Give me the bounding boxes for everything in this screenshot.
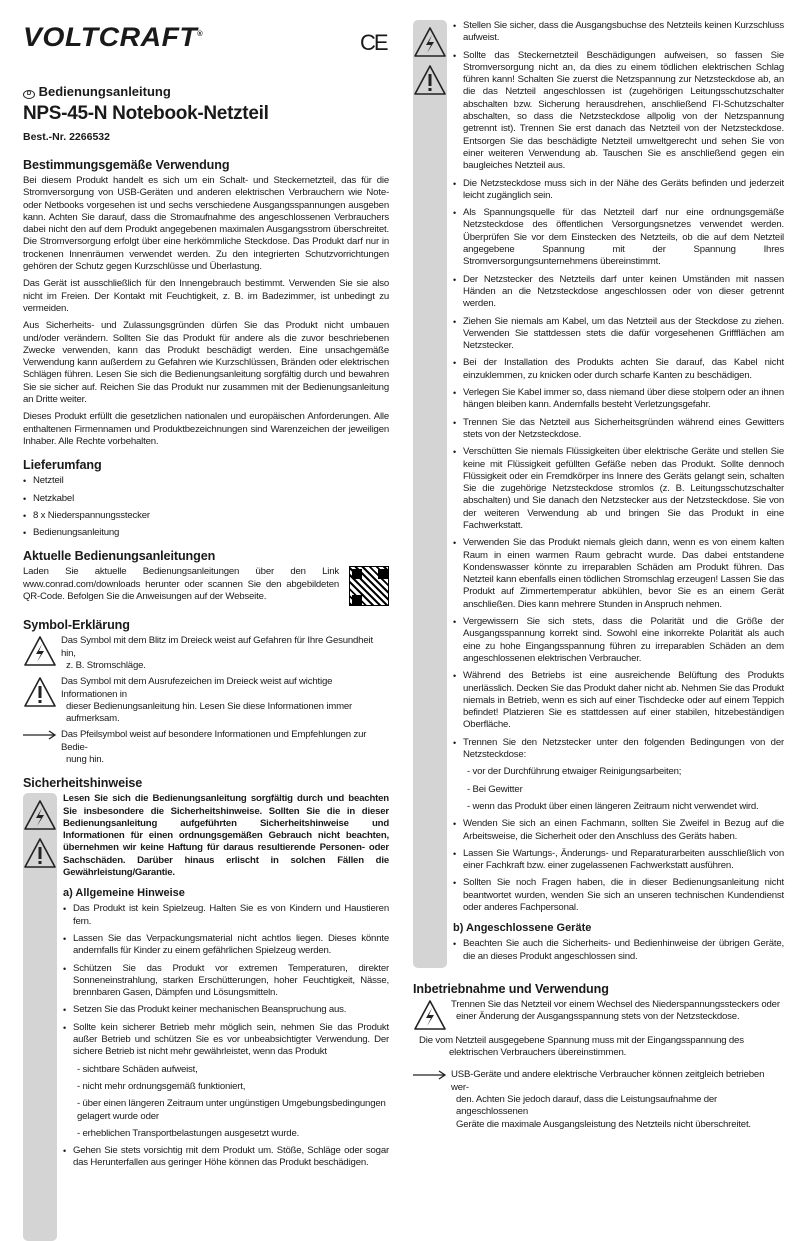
arrow-icon xyxy=(23,729,57,741)
registered-mark: ® xyxy=(197,31,204,38)
list-item: • Setzen Sie das Produkt keiner mechanischen Beanspruchung aus. xyxy=(63,1004,389,1016)
sub-item: - vor der Durchführung etwaiger Reinigungsarbeiten; xyxy=(467,766,682,778)
operation-heading: Inbetriebnahme und Verwendung xyxy=(413,981,609,996)
text: Die vom Netzteil ausgegebene Spannung muss mit der Eingangsspannung des xyxy=(419,1034,744,1046)
text: USB-Geräte und andere elektrische Verbraucher können zeitgleich betrieben wer- xyxy=(451,1069,765,1093)
scope-heading: Lieferumfang xyxy=(23,458,102,473)
symbol-item xyxy=(23,729,389,766)
list-item: • Netzkabel xyxy=(23,493,389,505)
list-item: • Bei der Installation des Produkts achten Sie darauf, das Kabel nicht einzuklemmen, zu knicken oder durch scharfe Kanten zu beschädigen. xyxy=(453,357,784,382)
order-number: Best.-Nr. 2266532 xyxy=(23,131,110,143)
list-item: • Netzteil xyxy=(23,475,389,487)
safety-intro: Lesen Sie sich die Bedienungsanleitung sorgfältig durch und beachten Sie insbesondere die Sicherheitshinweise. Sollten Sie die in dieser Bedienungsanleitung aufgeführten Sicherheitshinweise und Informationen für einen ordnungsgemäßen Gebrauch nicht beachten, übernehmen wir keine Haftung für daraus resultierende Personen- oder Sachschäden. Darüber hinaus erlischt in solchen Fällen die Gewährleistung/Garantie. xyxy=(63,793,389,879)
document-type xyxy=(23,84,171,99)
safety-sidebar xyxy=(23,793,57,1241)
list-item: • Wenden Sie sich an einen Fachmann, sollten Sie Zweifel in Bezug auf die Arbeitsweise, die Sicherheit oder den Anschluss des Geräts haben. xyxy=(453,818,784,843)
list-item: • Beachten Sie auch die Sicherheits- und Bedienhinweise der übrigen Geräte, die an dieses Produkt angeschlossen sind. xyxy=(453,938,784,963)
ce-mark: CE xyxy=(360,30,387,55)
sub-item: - Bei Gewitter xyxy=(467,783,523,795)
paragraph: Aus Sicherheits- und Zulassungsgründen dürfen Sie das Produkt nicht umbauen und/oder verändern. Sollten Sie das Produkt für andere als die zuvor beschriebenen Zwecke verwenden, kann das Produkt beschädigt werden. Eine unsachgemäße Verwendung kann außerdem zu Gefahren wie Kurzschlüssen, Bränden oder elektrischen Schlägen führen. Lesen Sie sich die Bedienungsanleitung sorgfältig durch und bewahren Sie sie sicher auf. Reichen Sie das Produkt nur zusammen mit der Bedienungsanleitung an Dritte weiter. xyxy=(23,320,389,406)
list-item: • Als Spannungsquelle für das Netzteil darf nur eine ordnungsgemäße Netzsteckdose des öffentlichen Versorgungsnetzes verwendet werden. Überprüfen Sie vor dem Einstecken des Netzteils, ob die auf dem Netzteil angegebene Spannung mit der Spannung Ihres Stromversorgungsunternehmens übereinstimmt. xyxy=(453,207,784,268)
symbol-item xyxy=(23,635,389,672)
list-item: • Verwenden Sie das Produkt niemals gleich dann, wenn es von einem kalten Raum in einen warmen Raum gebracht wurde. Das dabei entstandene Kondenswasser könnte zu irreparablen Schäden am Produkt führen. Das Netzteil kann ebenfalls einen tödlichen Stromschlag erzeugen! Lassen Sie das Produkt auf Zimmertemperatur abkühlen, bevor Sie es an einem Gerät anschließen. Dies kann mehrere Stunden in Anspruch nehmen. xyxy=(453,537,784,611)
list-item: • Die Netzsteckdose muss sich in der Nähe des Geräts befinden und jederzeit leicht zugänglich sein. xyxy=(453,178,784,203)
lightning-triangle-icon xyxy=(413,26,447,58)
paragraph: Das Gerät ist ausschließlich für den Innengebrauch bestimmt. Verwenden Sie sie also nicht im Freien. Der Kontakt mit Feuchtigkeit, z. B. im Badezimmer, ist unbedingt zu vermeiden. xyxy=(23,278,389,314)
text: Geräte die maximale Ausgangsleistung des Netzteils nicht überschreitet. xyxy=(456,1118,751,1130)
brand-logo xyxy=(23,22,203,53)
text: den. Achten Sie jedoch darauf, dass die Leistungsaufnahme der angeschlossenen xyxy=(456,1094,718,1118)
sub-item: - wenn das Produkt über einen längeren Zeitraum nicht verwendet wird. xyxy=(467,800,759,812)
exclamation-triangle-icon xyxy=(23,837,57,869)
general-list xyxy=(63,903,389,1058)
general-list-continued xyxy=(453,20,784,761)
list-item: • Das Produkt ist kein Spielzeug. Halten Sie es von Kindern und Haustieren fern. xyxy=(63,903,389,928)
lightning-triangle-icon xyxy=(413,999,447,1031)
list-item: • Verschütten Sie niemals Flüssigkeiten über elektrische Geräte und stellen Sie keine mit Flüssigkeit gefüllten Gefäße neben das Produkt. Sollte dennoch Flüssigkeit oder ein Fremdkörper ins Innere des Geräts gelangt sein, schalten Sie die zugehörige Netzsteckdose stromlos (z. B. Leitungsschutzschalter abschalten) und Sie danach den Netzstecker aus der Netzsteckdose. Sie von der weiteren Verwendung ab und bringen Sie das Produkt in eine Fachwerkstatt. xyxy=(453,446,784,532)
language-de-icon: D xyxy=(23,90,35,99)
operation-warning xyxy=(413,999,784,1031)
list-item: • Der Netzstecker des Netzteils darf unter keinen Umständen mit nassen Händen an die Netzsteckdose angeschlossen oder von dieser getrennt werden. xyxy=(453,274,784,311)
list-item: • 8 x Niederspannungsstecker xyxy=(23,510,389,522)
operation-tip xyxy=(413,1069,784,1130)
arrow-icon xyxy=(413,1069,447,1081)
lightning-triangle-icon xyxy=(23,635,57,667)
list-item: • Sollte das Steckernetzteil Beschädigungen aufweisen, so fassen Sie Stromversorgung nicht an, da dies zu einem tödlichen elektrischen Schlag führen kann! Schalten Sie zuerst die Netzspannung zur Netzsteckdose ab, an die das Netzteil angeschlossen ist (zugehörigen Leitungsschutzschalter abschalten bzw. Sicherung herausdrehen, anschließend FI-Schutzschalter abschalten, so dass die Netzsteckdose allpolig von der Netzspannung getrennt ist). Trennen Sie erst danach das Netzteil von der Netzsteckdose. Entsorgen Sie das beschädigte Netzteil umweltgerecht und sehen Sie von einer weiteren Verwendung ab. Tauschen Sie es anschließend gegen ein baugleiches Netzteil aus. xyxy=(453,50,784,173)
list-item: • Schützen Sie das Produkt vor extremen Temperaturen, direkter Sonneneinstrahlung, starken Erschütterungen, hoher Feuchtigkeit, Nässe, brennbaren Gasen, Dämpfen und Lösungsmitteln. xyxy=(63,963,389,1000)
text: nung hin. xyxy=(66,753,104,765)
exclamation-triangle-icon xyxy=(23,676,57,708)
paragraph: Bei diesem Produkt handelt es sich um ein Schalt- und Steckernetzteil, das für die Stromversorgung von USB-Geräten und anderen elektrischen Verbrauchern wie Note- oder Netbooks vorgesehen ist und sechs verschiedene Ausgangsspannungen ausgeben kann. Achten Sie darauf, dass die Stromaufnahme des angeschlossenen Verbrauchers dabei nicht den auf dem Produkt angegebenen maximalen Ausgangsstrom überschreitet. Die Stromversorgung erfolgt über eine herkömmliche Steckdose. Das Produkt darf nur in trockenen Innenräumen verwendet werden. Zu den integrierten Schutzvorrichtungen gehören der Schutz gegen Kurzschlüsse und Überlastung. xyxy=(23,175,389,273)
safety-block xyxy=(23,793,389,1241)
text: herunter oder scannen Sie den abgebildeten QR-Code. Befolgen Sie die Anweisungen auf der Webseite. xyxy=(23,578,339,603)
list-item: • Verlegen Sie Kabel immer so, dass niemand über diese stolpern oder an ihnen hängen bleiben kann. Andernfalls besteht Verletzungsgefahr. xyxy=(453,387,784,412)
list-item: • Lassen Sie Wartungs-, Änderungs- und Reparaturarbeiten ausschließlich von einer Fachkraft bzw. einer zugelassenen Fachwerkstatt ausführen. xyxy=(453,848,784,873)
connected-devices-heading: b) Angeschlossene Geräte xyxy=(453,922,592,935)
page-title: NPS-45-N Notebook-Netzteil xyxy=(23,103,269,124)
list-item: • Trennen Sie das Netzteil aus Sicherheitsgründen während eines Gewitters stets von der Netzsteckdose. xyxy=(453,417,784,442)
safety-block-continued xyxy=(413,20,784,968)
text: Laden Sie aktuelle Bedienungsanleitungen über den Link xyxy=(23,566,339,578)
list-item: • Während des Betriebs ist eine ausreichende Belüftung des Produkts unerlässlich. Decken Sie das Produkt daher nicht ab. Nehmen Sie das Produkt niemals in Betrieb, wenn es sich auf einer Tischdecke oder auf einem Teppich befindet! Platzieren Sie es stattdessen auf einer stabilen, hitzebeständigen Oberfläche. xyxy=(453,670,784,731)
text: Trennen Sie das Netzteil vor einem Wechsel des Niederspannungssteckers oder xyxy=(451,998,780,1010)
text: z. B. Stromschläge. xyxy=(66,659,146,671)
symbols-heading: Symbol-Erklärung xyxy=(23,618,130,633)
manuals-heading: Aktuelle Bedienungsanleitungen xyxy=(23,549,216,564)
exclamation-triangle-icon xyxy=(413,64,447,96)
subtitle-text: Bedienungsanleitung xyxy=(38,84,171,99)
list-item: • Vergewissern Sie sich stets, dass die Polarität und die Größe der Ausgangsspannung korrekt sind. Sowohl eine inkorrekte Polarität als auch eine zu hohe Eingangsspannung führen zu irreparablen Schäden an dem angeschlossenen elektrischen Verbraucher. xyxy=(453,616,784,665)
list-item: • Gehen Sie stets vorsichtig mit dem Produkt um. Stöße, Schläge oder sogar das Herunterfallen aus geringer Höhe können das Produkt beschädigen. xyxy=(63,1145,389,1170)
list-item: • Lassen Sie das Verpackungsmaterial nicht achtlos liegen. Dieses könnte andernfalls für Kinder zu einem gefährlichen Spielzeug werden. xyxy=(63,933,389,958)
text: dieser Bedienungsanleitung hin. Lesen Sie diese Informationen immer aufmerksam. xyxy=(66,700,353,725)
sub-item: - über einen längeren Zeitraum unter ungünstigen Umgebungsbedingungen gelagert wurde oder xyxy=(77,1098,386,1122)
text: Das Pfeilsymbol weist auf besondere Informationen und Empfehlungen zur Bedie- xyxy=(61,729,367,753)
operation-note xyxy=(419,1035,784,1060)
list-item: • Ziehen Sie niemals am Kabel, um das Netzteil aus der Steckdose zu ziehen. Verwenden Sie stattdessen stets die dafür vorgesehenen Griffflächen am Netzstecker. xyxy=(453,316,784,353)
list-item: • Sollte kein sicherer Betrieb mehr möglich sein, nehmen Sie das Produkt außer Betrieb und schützen Sie es vor unbeabsichtigter Verwendung. Der sichere Betrieb ist nicht mehr gewährleistet, wenn das Produkt xyxy=(63,1022,389,1059)
brand-name: VOLTCRAFT xyxy=(23,22,198,52)
sub-item: - sichtbare Schäden aufweist, xyxy=(77,1063,198,1075)
manuals-text xyxy=(23,566,389,603)
left-column xyxy=(23,148,389,1241)
text: Das Symbol mit dem Ausrufezeichen im Dreieck weist auf wichtige Informationen in xyxy=(61,676,333,700)
list-item: • Sollten Sie noch Fragen haben, die in dieser Bedienungsanleitung nicht beantwortet wurden, wenden Sie sich an unseren technischen Kundendienst oder anderes Fachpersonal. xyxy=(453,877,784,914)
paragraph: Dieses Produkt erfüllt die gesetzlichen nationalen und europäischen Anforderungen. Alle enthaltenen Firmennamen und Produktbezeichnungen sind Warenzeichen der jeweiligen Inhaber. Alle Rechte vorbehalten. xyxy=(23,411,389,447)
sub-item: - erheblichen Transportbelastungen ausgesetzt wurde. xyxy=(77,1127,300,1139)
list-item: • Trennen Sie den Netzstecker unter den folgenden Bedingungen von der Netzsteckdose: xyxy=(453,737,784,762)
text: elektrischen Verbrauchers übereinstimmen. xyxy=(449,1047,627,1059)
scope-list xyxy=(23,475,389,539)
symbol-item xyxy=(23,676,389,725)
general-heading: a) Allgemeine Hinweise xyxy=(63,887,185,900)
qr-code[interactable] xyxy=(349,566,389,606)
lightning-triangle-icon xyxy=(23,799,57,831)
safety-heading: Sicherheitshinweise xyxy=(23,776,143,791)
list-item: • Stellen Sie sicher, dass die Ausgangsbuchse des Netzteils keinen Kurzschluss aufweist. xyxy=(453,20,784,45)
text: einer Änderung der Ausgangsspannung stets von der Netzsteckdose. xyxy=(456,1011,740,1023)
sub-item: - nicht mehr ordnungsgemäß funktioniert, xyxy=(77,1080,246,1092)
text: Das Symbol mit dem Blitz im Dreieck weist auf Gefahren für Ihre Gesundheit hin, xyxy=(61,635,373,659)
downloads-link[interactable]: www.conrad.com/downloads xyxy=(23,578,141,590)
right-column xyxy=(413,20,784,1135)
intended-use-heading: Bestimmungsgemäße Verwendung xyxy=(23,158,230,172)
safety-sidebar xyxy=(413,20,447,968)
list-item: • Bedienungsanleitung xyxy=(23,527,389,539)
